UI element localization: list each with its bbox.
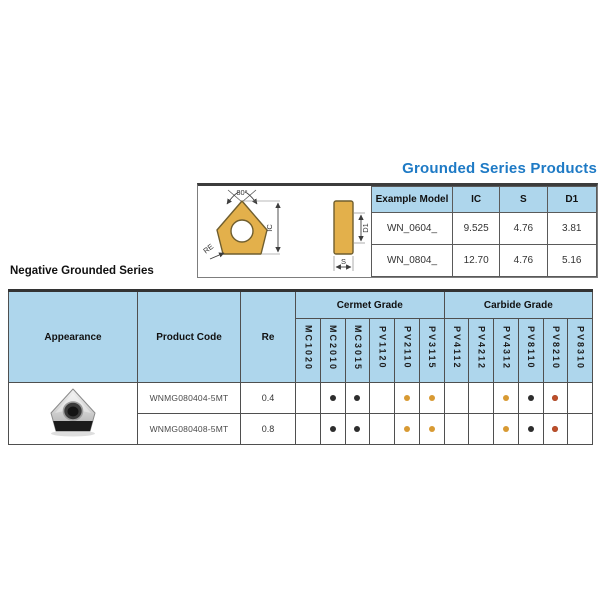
grade-label: PV8310 — [575, 325, 586, 371]
grade-dot-cell — [444, 414, 469, 445]
spec-d1-value: 3.81 — [547, 213, 597, 245]
header-carbide-grade: Carbide Grade — [444, 291, 593, 319]
re-arrow — [210, 253, 224, 259]
grade-dot-cell — [444, 383, 469, 414]
grade-dot-cell — [320, 414, 345, 445]
grade-dot — [404, 395, 410, 401]
grade-dot-cell — [296, 414, 321, 445]
spec-header-ic: IC — [453, 187, 500, 213]
header-cermet-grade: Cermet Grade — [296, 291, 445, 319]
grade-dot — [429, 426, 435, 432]
spec-s-value: 4.76 — [500, 245, 547, 277]
grade-dot-cell — [469, 414, 494, 445]
re-cell: 0.4 — [241, 383, 296, 414]
grade-dot — [429, 395, 435, 401]
spec-header-row — [372, 187, 597, 213]
grade-dot — [528, 395, 534, 401]
insert-dimension-diagram — [198, 186, 371, 277]
spec-header-example-model: Example Model — [372, 187, 453, 213]
grade-label: PV8210 — [550, 325, 561, 371]
product-code-cell: WNMG080408-5MT — [138, 414, 241, 445]
grade-col-pv8210 — [543, 319, 568, 383]
appearance-cell — [9, 383, 138, 445]
spec-model: WN_0804_ — [372, 245, 453, 277]
grade-dot-cell — [568, 383, 593, 414]
grade-dot — [503, 426, 509, 432]
table-row — [9, 383, 593, 414]
grade-col-mc2010 — [320, 319, 345, 383]
insert-hole — [231, 220, 253, 242]
grade-dot-cell — [419, 383, 444, 414]
grade-col-pv2110 — [395, 319, 420, 383]
grade-dot — [478, 426, 484, 432]
grade-dot — [552, 426, 558, 432]
grade-dot — [528, 426, 534, 432]
spec-ic-value: 12.70 — [453, 245, 500, 277]
grade-dot — [552, 395, 558, 401]
grade-dot — [379, 426, 385, 432]
header-appearance: Appearance — [9, 291, 138, 383]
angle-label: 80° — [236, 188, 248, 197]
grade-dot-cell — [370, 414, 395, 445]
grade-dot-cell — [518, 383, 543, 414]
header-re: Re — [241, 291, 296, 383]
grade-dot — [330, 395, 336, 401]
grade-dot-cell — [518, 414, 543, 445]
insert-hole-inner — [68, 407, 79, 417]
grade-dot-cell — [543, 414, 568, 445]
spec-ic-value: 9.525 — [453, 213, 500, 245]
grade-dot-cell — [296, 383, 321, 414]
grade-label: PV8110 — [526, 326, 537, 370]
spec-box — [197, 183, 598, 278]
grade-col-mc3015 — [345, 319, 370, 383]
grade-dot — [330, 426, 336, 432]
grade-label: PV3115 — [427, 326, 438, 370]
grade-dot-cell — [494, 383, 519, 414]
grade-dot — [577, 395, 583, 401]
grade-label: MC1020 — [303, 324, 314, 372]
grade-dot-cell — [370, 383, 395, 414]
grade-dot-cell — [419, 414, 444, 445]
grade-dot — [354, 395, 360, 401]
grade-dot — [305, 395, 311, 401]
product-code-cell: WNMG080404-5MT — [138, 383, 241, 414]
grade-col-pv8310 — [568, 319, 593, 383]
grade-dot-cell — [345, 383, 370, 414]
grade-dot — [404, 426, 410, 432]
grade-dot — [478, 395, 484, 401]
grade-dot — [453, 395, 459, 401]
spec-s-value: 4.76 — [500, 213, 547, 245]
grade-label: PV4112 — [451, 326, 462, 370]
grade-label: MC2010 — [328, 324, 339, 372]
grade-label: PV4312 — [501, 325, 512, 371]
grade-col-pv4212 — [469, 319, 494, 383]
spec-row — [372, 245, 597, 277]
insert-side-view — [334, 201, 353, 254]
page-title: Grounded Series Products — [402, 160, 597, 177]
grade-dot — [503, 395, 509, 401]
grade-col-pv1120 — [370, 319, 395, 383]
spec-row — [372, 213, 597, 245]
spec-header-d1: D1 — [547, 187, 597, 213]
d1-label: D1 — [361, 223, 370, 233]
grade-dot-cell — [469, 383, 494, 414]
grade-label: PV4212 — [476, 325, 487, 371]
grade-dot-cell — [395, 414, 420, 445]
grade-col-pv8110 — [518, 319, 543, 383]
grade-dot — [577, 426, 583, 432]
grade-col-pv4112 — [444, 319, 469, 383]
spec-table — [371, 186, 597, 277]
s-label: S — [340, 257, 347, 266]
grades-table — [8, 289, 593, 445]
grade-dot — [354, 426, 360, 432]
grade-dot — [379, 395, 385, 401]
insert-diagram-svg — [198, 186, 371, 276]
re-label: RE — [201, 241, 216, 256]
grade-col-mc1020 — [296, 319, 321, 383]
grade-dot-cell — [395, 383, 420, 414]
grade-dot — [305, 426, 311, 432]
spec-header-s: S — [500, 187, 547, 213]
grade-label: MC3015 — [352, 324, 363, 372]
grade-col-pv4312 — [494, 319, 519, 383]
ic-label: IC — [265, 224, 274, 232]
grade-label: PV1120 — [377, 326, 388, 370]
grade-dot-cell — [494, 414, 519, 445]
grade-dot — [453, 426, 459, 432]
header-product-code: Product Code — [138, 291, 241, 383]
section-heading: Negative Grounded Series — [10, 265, 154, 277]
spec-model: WN_0604_ — [372, 213, 453, 245]
grade-dot-cell — [320, 383, 345, 414]
group-header-row — [9, 291, 593, 319]
grade-label: PV2110 — [402, 326, 413, 370]
grade-dot-cell — [568, 414, 593, 445]
re-cell: 0.8 — [241, 414, 296, 445]
grade-dot-cell — [543, 383, 568, 414]
product-photo-insert — [41, 385, 105, 437]
grade-col-pv3115 — [419, 319, 444, 383]
spec-d1-value: 5.16 — [547, 245, 597, 277]
grade-dot-cell — [345, 414, 370, 445]
